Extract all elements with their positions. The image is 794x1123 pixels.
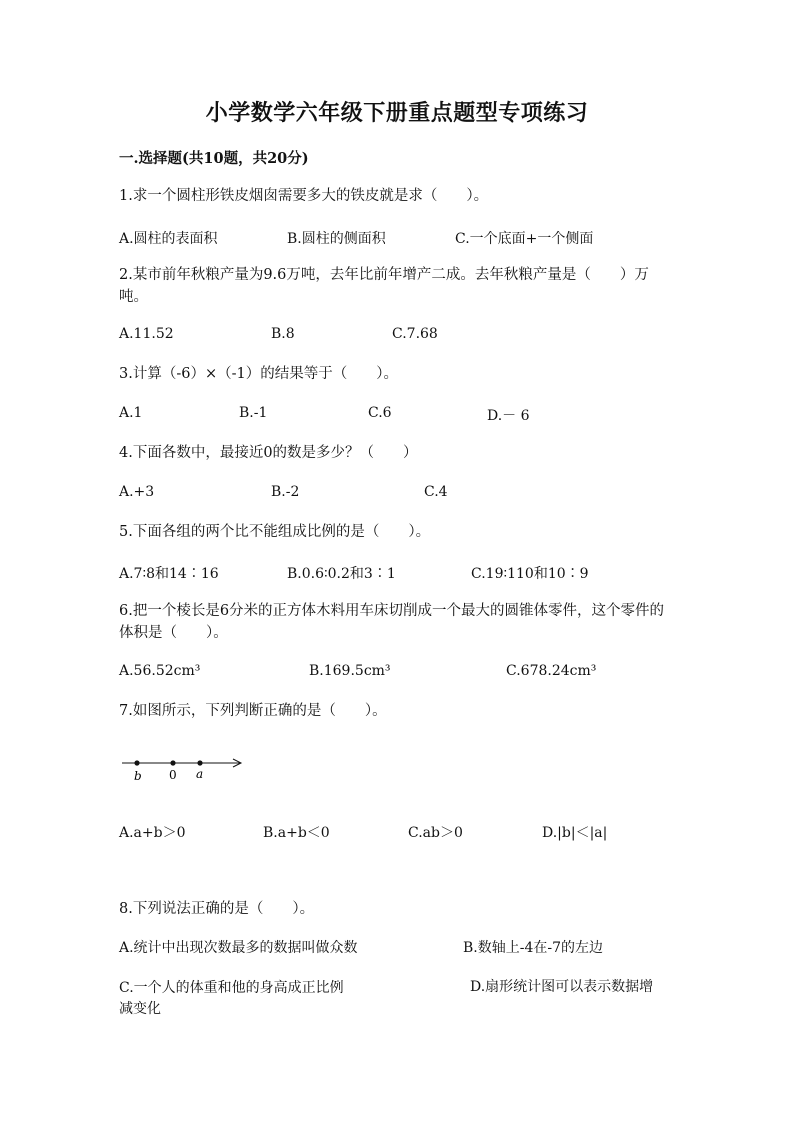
q1-option-c: C.一个底面+一个侧面: [455, 231, 594, 247]
q1-option-a: A.圆柱的表面积: [119, 231, 218, 247]
q3-option-c: C.6: [368, 405, 392, 421]
q5-option-b: B.0.6∶0.2和3∶1: [287, 566, 396, 582]
question-8-stem: 8.下列说法正确的是（ ）。: [119, 901, 315, 917]
q3-option-b: B.-1: [239, 405, 268, 421]
q3-option-a: A.1: [119, 405, 143, 421]
label-a: a: [196, 767, 204, 781]
q7-option-d: D.|b|＜|a|: [542, 825, 608, 841]
q6-option-b: B.169.5cm³: [309, 663, 391, 679]
question-2-stem: 2.某市前年秋粮产量为9.6万吨，去年比前年增产二成。去年秋粮产量是（ ）万吨。: [119, 267, 649, 305]
q7-option-c: C.ab＞0: [408, 825, 463, 841]
q4-option-a: A.+3: [119, 484, 155, 500]
section-heading: 一.选择题(共10题，共20分): [119, 150, 309, 167]
q6-option-a: A.56.52cm³: [119, 663, 201, 679]
question-1-stem: 1.求一个圆柱形铁皮烟囱需要多大的铁皮就是求（ ）。: [119, 188, 489, 204]
label-zero: 0: [169, 768, 177, 782]
q7-option-b: B.a+b＜0: [263, 825, 330, 841]
q5-option-c: C.19∶110和10∶9: [471, 566, 589, 582]
question-7-stem: 7.如图所示，下列判断正确的是（ ）。: [119, 703, 387, 719]
q7-option-a: A.a+b＞0: [119, 825, 186, 841]
q8-option-b: B.数轴上-4在-7的左边: [463, 940, 604, 956]
label-b: b: [134, 769, 142, 783]
question-4-stem: 4.下面各数中，最接近0的数是多少？（ ）: [119, 445, 418, 461]
q8-option-a: A.统计中出现次数最多的数据叫做众数: [119, 940, 358, 956]
point-zero: [170, 760, 175, 765]
q4-option-b: B.-2: [271, 484, 300, 500]
q8-option-c: C.一个人的体重和他的身高成正比例: [119, 980, 344, 996]
point-a: [197, 760, 202, 765]
number-line-figure: [120, 750, 250, 786]
page-title: 小学数学六年级下册重点题型专项练习: [205, 100, 589, 126]
question-5-stem: 5.下面各组的两个比不能组成比例的是（ ）。: [119, 524, 431, 540]
question-3-stem: 3.计算（-6）×（-1）的结果等于（ ）。: [119, 366, 398, 382]
q8-option-d: D.扇形统计图可以表示数据增减变化: [119, 979, 654, 1017]
q1-option-b: B.圆柱的侧面积: [287, 231, 386, 247]
q4-option-c: C.4: [424, 484, 448, 500]
q6-option-c: C.678.24cm³: [506, 663, 597, 679]
q2-option-a: A.11.52: [119, 326, 174, 342]
question-6-stem: 6.把一个棱长是6分米的正方体木料用车床切削成一个最大的圆锥体零件，这个零件的体积是（ ）。: [119, 603, 665, 641]
q2-option-b: B.8: [271, 326, 295, 342]
q5-option-a: A.7∶8和14∶16: [119, 566, 219, 582]
q3-option-d: D.－ 6: [487, 408, 530, 424]
q2-option-c: C.7.68: [392, 326, 438, 342]
point-b: [134, 760, 139, 765]
